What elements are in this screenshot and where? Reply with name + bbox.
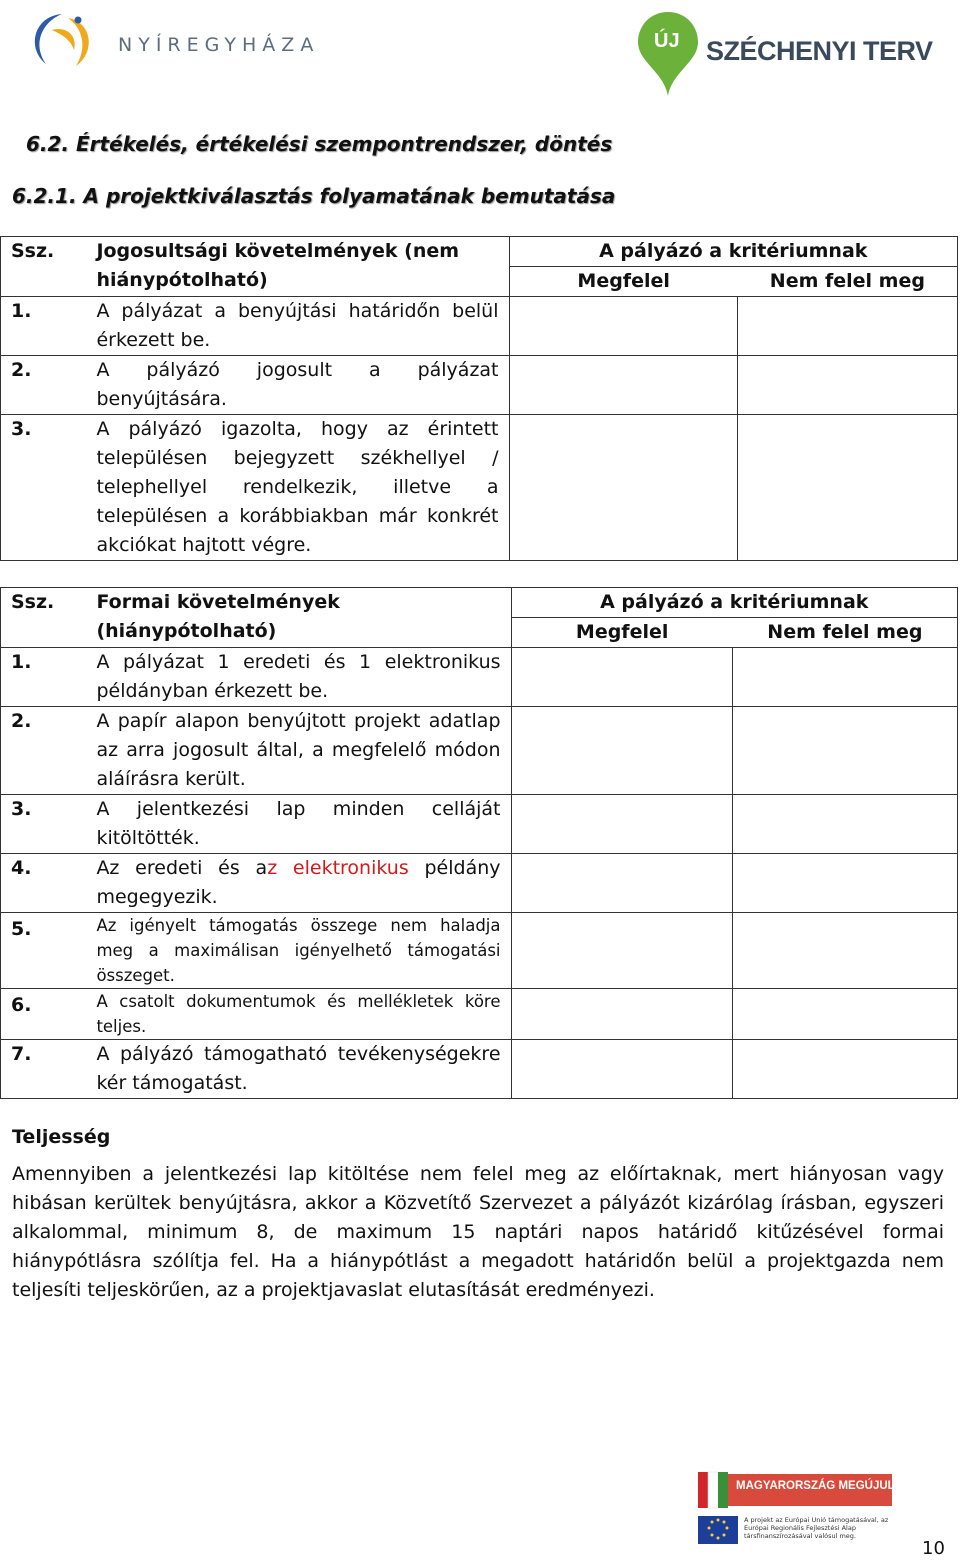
row-text: A pályázó jogosult a pályázat benyújtására.: [86, 356, 509, 415]
uj-szechenyi-terv-logo: [636, 10, 936, 100]
table-row: [1, 989, 958, 1040]
nem-felel-meg-cell[interactable]: [733, 854, 958, 913]
megfelel-cell[interactable]: [511, 795, 733, 854]
nem-felel-meg-cell[interactable]: [733, 648, 958, 707]
nem-felel-meg-cell[interactable]: [733, 913, 958, 989]
nem-felel-meg-cell[interactable]: [733, 989, 958, 1040]
nyiregyhaza-wordmark: NYÍREGYHÁZA: [118, 34, 320, 56]
table-row: [1, 795, 958, 854]
nem-felel-meg-cell[interactable]: [738, 415, 958, 561]
eligibility-criteria-table: [0, 236, 958, 561]
row-text: A pályázó támogatható tevékenységekre kér támogatást.: [86, 1040, 511, 1099]
megfelel-header: Megfelel: [577, 270, 670, 292]
row-number: 1.: [11, 300, 32, 322]
nyiregyhaza-emblem-icon: [22, 8, 118, 74]
nem-felel-meg-cell[interactable]: [733, 1040, 958, 1099]
formal-criteria-table: [0, 587, 958, 1099]
megfelel-cell[interactable]: [511, 913, 733, 989]
nem-felel-meg-header: Nem felel meg: [769, 270, 925, 292]
section-heading: 6.2. Értékelés, értékelési szempontrendszer, döntés: [26, 132, 613, 156]
highlighted-text: z elektronikus: [267, 857, 409, 879]
row-text: A pályázó igazolta, hogy az érintett településen bejegyzett székhellyel / telephellyel rendelkezik, illetve a településen a korábbiakban már konkrét akciókat hajtott végre.: [86, 415, 509, 561]
megfelel-cell[interactable]: [511, 707, 733, 795]
megfelel-cell[interactable]: [509, 415, 738, 561]
nyiregyhaza-logo: [22, 8, 332, 74]
magyarorszag-megujul-logo: [698, 1470, 898, 1550]
szechenyi-terv-wordmark: SZÉCHENYI TERV: [706, 36, 933, 66]
nem-felel-meg-cell[interactable]: [733, 707, 958, 795]
row-text: A jelentkezési lap minden celláját kitöltötték.: [86, 795, 511, 854]
row-number: 2.: [11, 359, 32, 381]
table-row: [1, 648, 958, 707]
row-text: A csatolt dokumentumok és mellékletek köre teljes.: [86, 989, 511, 1040]
table-row: [1, 913, 958, 989]
completeness-paragraph: Amennyiben a jelentkezési lap kitöltése nem felel meg az előírtaknak, mert hiányosan vagy hibásan kerültek benyújtásra, akkor a Közvetítő Szervezet a pályázót kizárólag írásban, egyszeri alkalommal, minimum 8, de maximum 15 naptári napos határidő kitűzésével formai hiánypótlásra szólítja fel. Ha a hiánypótlást a megadott határidőn belül a projektgazda nem teljesíti teljeskörűen, az a projektjavaslat elutasítását eredményezi.: [12, 1163, 944, 1301]
evaluation-group-header: A pályázó a kritériumnak: [511, 588, 957, 618]
megfelel-header: Megfelel: [575, 621, 669, 643]
megfelel-cell[interactable]: [509, 356, 738, 415]
row-number: 7.: [11, 1043, 32, 1065]
megfelel-cell[interactable]: [511, 854, 733, 913]
subsection-heading: 6.2.1. A projektkiválasztás folyamatának bemutatása: [12, 184, 616, 208]
ssz-header: Ssz.: [11, 240, 55, 262]
row-text: Az igényelt támogatás összege nem haladja meg a maximálisan igényelhető támogatási összeget.: [86, 913, 511, 989]
table-row: [1, 297, 958, 356]
completeness-title: Teljesség: [12, 1126, 111, 1148]
uj-badge: ÚJ: [654, 30, 680, 52]
row-number: 1.: [11, 651, 32, 673]
row-number: 2.: [11, 710, 32, 732]
row-number: 3.: [11, 798, 32, 820]
nem-felel-meg-header: Nem felel meg: [767, 621, 923, 643]
criteria-header: Formai követelmények (hiánypótolható): [86, 588, 511, 648]
criteria-header: Jogosultsági követelmények (nem hiánypótolható): [86, 237, 509, 297]
green-pin-icon: [636, 10, 700, 100]
page-number: 10: [922, 1538, 945, 1559]
nem-felel-meg-cell[interactable]: [738, 297, 958, 356]
table-row: [1, 356, 958, 415]
evaluation-group-header: A pályázó a kritériumnak: [509, 237, 957, 267]
megfelel-cell[interactable]: [511, 1040, 733, 1099]
row-text: A papír alapon benyújtott projekt adatlap az arra jogosult által, a megfelelő módon aláírásra került.: [86, 707, 511, 795]
row-number: 3.: [11, 418, 32, 440]
row-number: 4.: [11, 857, 32, 879]
megujul-banner-text: MAGYARORSZÁG MEGÚJUL: [736, 1480, 895, 1492]
ssz-header: Ssz.: [11, 591, 55, 613]
table-row: [1, 854, 958, 913]
row-text: Az eredeti és az elektronikus példány megegyezik.: [86, 854, 511, 913]
table-row: [1, 415, 958, 561]
nem-felel-meg-cell[interactable]: [738, 356, 958, 415]
nem-felel-meg-cell[interactable]: [733, 795, 958, 854]
row-number: 5.: [11, 918, 32, 940]
megfelel-cell[interactable]: [511, 989, 733, 1040]
row-text: A pályázat 1 eredeti és 1 elektronikus példányban érkezett be.: [86, 648, 511, 707]
megfelel-cell[interactable]: [511, 648, 733, 707]
row-text: A pályázat a benyújtási határidőn belül érkezett be.: [86, 297, 509, 356]
table-row: [1, 1040, 958, 1099]
eu-funding-note: A projekt az Európai Unió támogatásával, az Európai Regionális Fejlesztési Alap társfinanszírozásával valósul meg.: [744, 1516, 889, 1540]
table-row: [1, 707, 958, 795]
row-number: 6.: [11, 994, 32, 1016]
megfelel-cell[interactable]: [509, 297, 738, 356]
